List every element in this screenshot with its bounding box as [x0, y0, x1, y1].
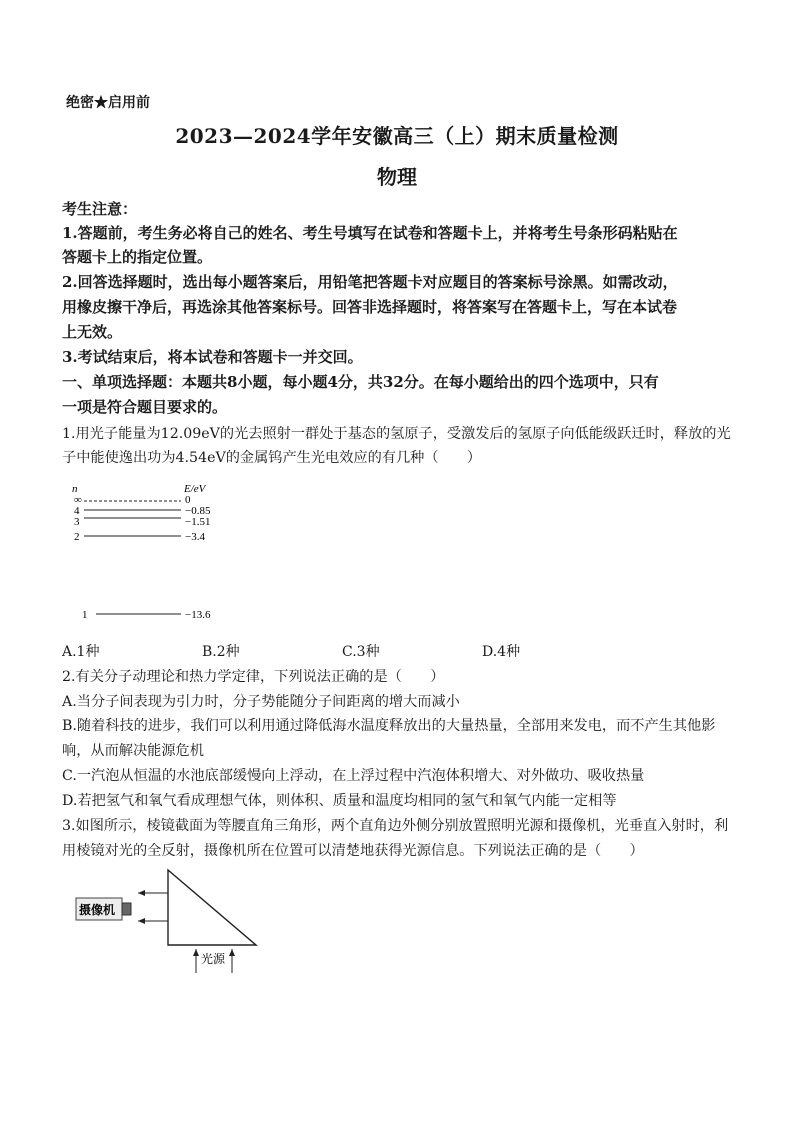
arrow-up-icon [193, 949, 199, 956]
option-b: B.2种 [202, 644, 240, 660]
level-label-n: ∞ [74, 494, 82, 506]
question-3-stem: 3.如图所示，棱镜截面为等腰直角三角形，两个直角边外侧分别放置照明光源和摄像机，光垂直入射时，利 [62, 818, 729, 834]
light-source-label: 光源 [201, 952, 226, 966]
confidential-mark: 绝密★启用前 [66, 95, 150, 111]
arrow-left-icon [138, 918, 145, 924]
subject-title: 物理 [377, 165, 417, 189]
option-a: A.当分子间表现为引力时，分子势能随分子间距离的增大而减小 [62, 694, 460, 710]
option-b: B.随着科技的进步，我们可以利用通过降低海水温度释放出的大量热量，全部用来发电，而不产生其他影 [62, 718, 716, 734]
option-a: A.1种 [62, 644, 100, 660]
option-c: C.一汽泡从恒温的水池底部缓慢向上浮动，在上浮过程中汽泡体积增大、对外做功、吸收热量 [62, 768, 645, 784]
option-d: D.4种 [482, 644, 521, 660]
level-label-n: 4 [74, 505, 80, 517]
level-energy: −3.4 [185, 531, 205, 543]
camera-label: 摄像机 [79, 903, 116, 917]
arrow-left-icon [138, 890, 145, 896]
question-3-stem: 用棱镜对光的全反射，摄像机所在位置可以清楚地获得光源信息。下列说法正确的是（ ） [62, 843, 644, 859]
notice-line: 3.考试结束后，将本试卷和答题卡一并交回。 [62, 348, 363, 366]
option-c: C.3种 [342, 644, 380, 660]
option-d: D.若把氢气和氧气看成理想气体，则体积、质量和温度均相同的氢气和氧气内能一定相等 [62, 793, 617, 809]
energy-header: E/eV [184, 483, 206, 495]
notice-line: 上无效。 [62, 323, 123, 341]
level-energy: −0.85 [185, 505, 211, 517]
option-b-continued: 响，从而解决能源危机 [62, 743, 204, 759]
section-heading: 一项是符合题目要求的。 [62, 398, 228, 416]
question-2-stem: 2.有关分子动理论和热力学定律，下列说法正确的是（ ） [62, 669, 445, 685]
level-energy: −13.6 [185, 609, 211, 621]
level-label-n: 3 [74, 516, 80, 528]
notice-line: 1.答题前，考生务必将自己的姓名、考生号填写在试卷和答题卡上，并将考生号条形码粘贴在 [62, 224, 678, 242]
level-label-n: 2 [74, 531, 80, 543]
prism-triangle [168, 870, 256, 945]
level-label-n: 1 [82, 609, 88, 621]
question-1-stem: 子中能使逸出功为4.54eV的金属钨产生光电效应的有几种（ ） [62, 450, 482, 466]
energy-level-diagram [66, 480, 246, 630]
prism-diagram [62, 865, 272, 980]
notice-line: 2.回答选择题时，选出每小题答案后，用铅笔把答题卡对应题目的答案标号涂黑。如需改动， [62, 273, 678, 291]
exam-title: 2023—2024学年安徽高三（上）期末质量检测 [175, 124, 619, 148]
arrow-up-icon [229, 949, 235, 956]
section-heading: 一、单项选择题：本题共8小题，每小题4分，共32分。在每小题给出的四个选项中，只有 [62, 373, 659, 391]
camera-lens [122, 903, 131, 915]
question-1-stem: 1.用光子能量为12.09eV的光去照射一群处于基态的氢原子，受激发后的氢原子向低能级跃迁时，释放的光 [62, 426, 731, 442]
notice-line: 用橡皮擦干净后，再选涂其他答案标号。回答非选择题时，将答案写在答题卡上，写在本试卷 [62, 298, 678, 316]
level-energy: −1.51 [185, 516, 211, 528]
level-energy: 0 [185, 494, 191, 506]
n-header: n [72, 483, 78, 495]
notice-heading: 考生注意： [62, 200, 138, 218]
notice-line: 答题卡上的指定位置。 [62, 248, 213, 266]
